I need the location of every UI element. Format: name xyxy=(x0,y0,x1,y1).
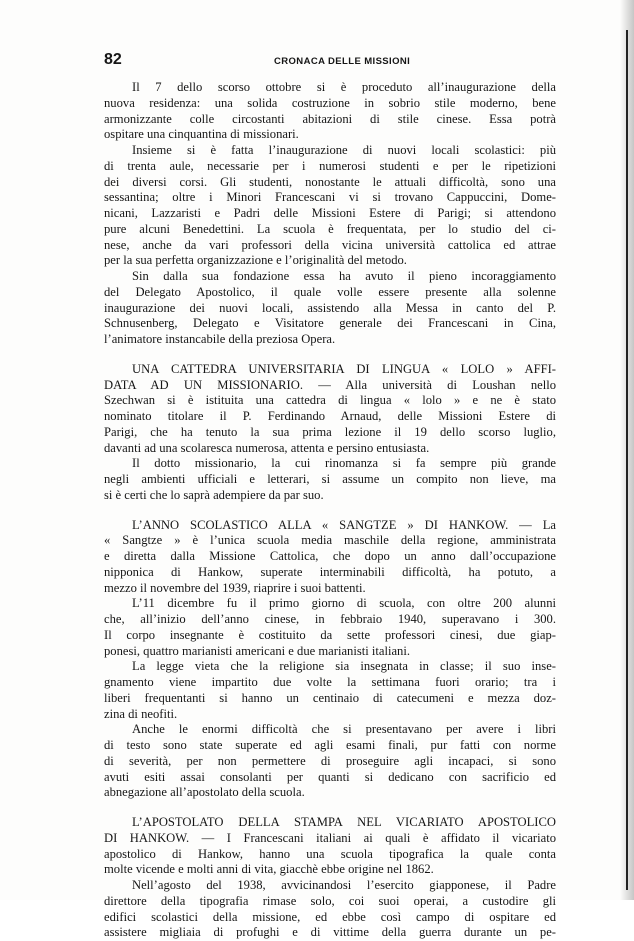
page-number: 82 xyxy=(104,51,122,68)
text-line: « Sangtze » è l’unica scuola media maschile della regione, amministrata xyxy=(104,533,556,548)
text-line: Anche le enormi difficoltà che si presentavano per avere i libri xyxy=(132,722,556,737)
text-line: negli ambienti ufficiali e letterari, si assume un compito non lieve, ma xyxy=(104,472,556,486)
section-gap xyxy=(104,801,556,815)
text-line: Szechwan si è istituita una cattedra di lingua « lolo » e ne è stato xyxy=(104,393,556,408)
text-line: nipponica di Hankow, superate interminabili difficoltà, ha potuto, a xyxy=(104,564,556,579)
text-line: UNA CATTEDRA UNIVERSITARIA DI LINGUA « LOLO » AFFI- xyxy=(132,361,556,376)
text-line: Schnusenberg, Delegato e Visitatore generale dei Francescani in Cina, xyxy=(104,316,556,331)
text-line: dei diversi corsi. Gli studenti, nonostante le attuali difficoltà, sono una xyxy=(104,174,556,189)
section-gap xyxy=(104,504,556,518)
text-line: Il corpo insegnante è costituito da sette professori cinesi, due giap- xyxy=(104,627,556,642)
text-line: Sin dalla sua fondazione essa ha avuto il pieno incoraggiamento xyxy=(132,269,556,283)
text-line: Parigi, che ha tenuto la sua prima lezione il 19 dello scorso luglio, xyxy=(104,424,556,439)
text-line: di testo sono state superate ed agli esami finali, pur fatti con norme xyxy=(104,738,556,752)
text-line: direttore della tipografia rimase solo, coi suoi operai, a custodire gli xyxy=(104,893,556,908)
text-line: pure alcuni Benedettini. La scuola è frequentata, per lo studio del ci- xyxy=(104,221,556,236)
body-text xyxy=(104,80,556,941)
text-line: Il dotto missionario, la cui rinomanza si fa sempre più grande xyxy=(132,456,556,471)
text-line: mezzo il novembre del 1939, riaprire i suoi battenti. xyxy=(104,580,366,595)
text-line: L’11 dicembre fu il primo giorno di scuola, con oltre 200 alunni xyxy=(132,596,556,611)
text-line: davanti ad una scolaresca numerosa, attenta e persino entusiasta. xyxy=(104,440,430,455)
running-title: CRONACA DELLE MISSIONI xyxy=(274,56,411,67)
text-line: zina di neofiti. xyxy=(104,706,178,721)
text-line: sessantina; oltre i Minori Francescani vi si trovano Cappuccini, Dome- xyxy=(104,190,556,205)
text-line: molte vicende e molti anni di vita, giacchè ebbe origine nel 1862. xyxy=(104,862,434,877)
text-line: di severità, per non permettere di proseguire agli incapaci, si sono xyxy=(104,753,556,768)
text-line: edifici scolastici della missione, ed ebbe così campo di ospitare ed xyxy=(104,909,556,924)
text-line: Nell’agosto del 1938, avvicinandosi l’esercito giapponese, il Padre xyxy=(132,878,556,892)
text-line: che, all’inizio dell’anno cinese, in febbraio 1940, superavano i 300. xyxy=(104,612,556,626)
text-line: DATA AD UN MISSIONARIO. — Alla università di Loushan nello xyxy=(104,377,556,392)
text-line: di trenta aule, necessarie per i numerosi studenti e per le ripetizioni xyxy=(104,158,556,173)
text-line: gnamento viene impartito due volte la settimana fuori orario; tra i xyxy=(104,675,556,689)
text-line: abnegazione all’apostolato della scuola. xyxy=(104,785,305,800)
text-line: L’APOSTOLATO DELLA STAMPA NEL VICARIATO APOSTOLICO xyxy=(132,815,556,829)
text-line: e diretta dalla Missione Cattolica, che dopo un anno dall’occupazione xyxy=(104,549,556,563)
text-line: avuti esiti assai consolanti per quanti si dedicano con sacrificio ed xyxy=(104,769,556,784)
text-line: per la sua perfetta organizzazione e l’originalità del metodo. xyxy=(104,253,407,268)
section-gap xyxy=(104,348,556,362)
text-line: apostolico di Hankow, hanno una scuola tipografica la quale conta xyxy=(104,846,556,861)
text-line: ponesi, quattro marianisti americani e due marianisti italiani. xyxy=(104,643,411,658)
text-line: nuova residenza: una solida costruzione in sobrio stile moderno, bene xyxy=(104,95,556,110)
text-line: Insieme si è fatta l’inaugurazione di nuovi locali scolastici: più xyxy=(132,143,556,157)
text-line: La legge vieta che la religione sia insegnata in classe; il suo inse- xyxy=(132,659,556,674)
text-line: si è certi che lo saprà adempiere da par suo. xyxy=(104,487,324,502)
text-line: liberi frequentanti si hanno un centinaio di catecumeni e mezza doz- xyxy=(104,690,556,705)
text-line: nominato titolare il P. Ferdinando Arnaud, delle Missioni Estere di xyxy=(104,409,556,423)
text-line: del Delegato Apostolico, il quale volle essere presente alla solenne xyxy=(104,284,556,299)
text-line: Il 7 dello scorso ottobre si è proceduto all’inaugurazione della xyxy=(132,80,556,94)
text-line: nicani, Lazzaristi e Padri delle Missioni Estere di Parigi; si attendono xyxy=(104,206,556,220)
text-line: assistere migliaia di profughi e di vittime della guerra durante un pe- xyxy=(104,925,556,940)
text-line: ospitare una cinquantina di missionari. xyxy=(104,127,299,142)
text-line: l’animatore instancabile della preziosa Opera. xyxy=(104,332,336,346)
page-edge-line xyxy=(626,30,628,890)
text-line: inaugurazione dei nuovi locali, assistendo alla Messa in canto del P. xyxy=(104,300,556,315)
text-line: DI HANKOW. — I Francescani italiani ai quali è affidato il vicariato xyxy=(104,830,556,845)
text-line: nese, anche da vari professori della vicina università cattolica ed attrae xyxy=(104,237,556,252)
page-header xyxy=(104,53,556,73)
text-line: L’ANNO SCOLASTICO ALLA « SANGTZE » DI HANKOW. — La xyxy=(132,517,556,532)
text-line: armonizzante colle circostanti abitazioni di stile cinese. Essa potrà xyxy=(104,111,556,126)
